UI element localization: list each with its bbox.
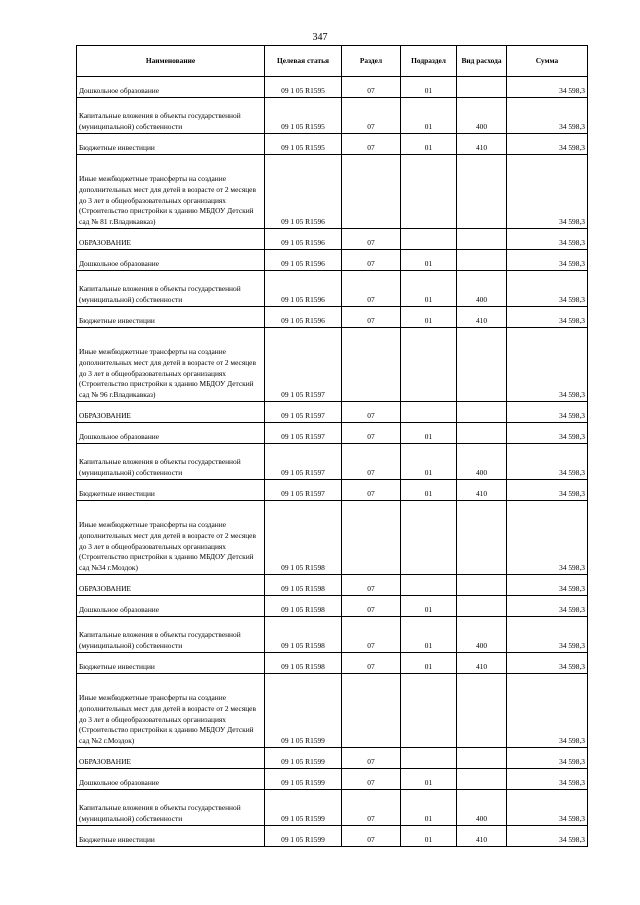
cell-expense-type xyxy=(457,402,507,423)
cell-code: 09 1 05 R1596 xyxy=(265,307,342,328)
cell-amount: 34 598,3 xyxy=(507,748,588,769)
cell-subsection xyxy=(401,575,457,596)
cell-section: 07 xyxy=(342,790,401,826)
cell-name: Дошкольное образование xyxy=(77,423,265,444)
cell-subsection: 01 xyxy=(401,769,457,790)
cell-amount: 34 598,3 xyxy=(507,423,588,444)
cell-section: 07 xyxy=(342,134,401,155)
table-header-row xyxy=(77,46,588,77)
cell-amount: 34 598,3 xyxy=(507,501,588,575)
cell-code: 09 1 05 R1598 xyxy=(265,575,342,596)
cell-expense-type: 410 xyxy=(457,480,507,501)
cell-code: 09 1 05 R1597 xyxy=(265,480,342,501)
cell-subsection: 01 xyxy=(401,653,457,674)
cell-code: 09 1 05 R1597 xyxy=(265,444,342,480)
cell-name: Бюджетные инвестиции xyxy=(77,653,265,674)
cell-code: 09 1 05 R1599 xyxy=(265,748,342,769)
cell-subsection: 01 xyxy=(401,134,457,155)
cell-subsection: 01 xyxy=(401,307,457,328)
cell-subsection: 01 xyxy=(401,77,457,98)
table-row xyxy=(77,250,588,271)
cell-subsection xyxy=(401,501,457,575)
cell-amount: 34 598,3 xyxy=(507,98,588,134)
cell-subsection: 01 xyxy=(401,271,457,307)
cell-expense-type xyxy=(457,250,507,271)
cell-subsection: 01 xyxy=(401,444,457,480)
budget-table xyxy=(76,45,588,847)
cell-subsection: 01 xyxy=(401,250,457,271)
cell-expense-type: 400 xyxy=(457,98,507,134)
table-row xyxy=(77,307,588,328)
cell-subsection xyxy=(401,748,457,769)
cell-name: Иные межбюджетные трансферты на создание дополнительных мест для детей в возрасте от 2 месяцев до 3 лет в общеобразовательных организациях (Строительство пристройки к зданию МБДОУ Детский сад №34 г.Моздок) xyxy=(77,501,265,575)
cell-subsection xyxy=(401,229,457,250)
cell-name: Капитальные вложения в объекты государственной (муниципальной) собственности xyxy=(77,98,265,134)
cell-subsection: 01 xyxy=(401,480,457,501)
cell-name: Иные межбюджетные трансферты на создание дополнительных мест для детей в возрасте от 2 месяцев до 3 лет в общеобразовательных организациях (Строительство пристройки к зданию МБДОУ Детский сад № 81 г.Владикавказ) xyxy=(77,155,265,229)
cell-expense-type xyxy=(457,155,507,229)
cell-code: 09 1 05 R1595 xyxy=(265,134,342,155)
table-row xyxy=(77,271,588,307)
cell-name: Капитальные вложения в объекты государственной (муниципальной) собственности xyxy=(77,790,265,826)
cell-section: 07 xyxy=(342,575,401,596)
table-body xyxy=(77,77,588,847)
cell-code: 09 1 05 R1598 xyxy=(265,653,342,674)
cell-expense-type xyxy=(457,575,507,596)
table-row xyxy=(77,575,588,596)
cell-code: 09 1 05 R1599 xyxy=(265,826,342,847)
table-row xyxy=(77,444,588,480)
cell-expense-type xyxy=(457,328,507,402)
cell-subsection: 01 xyxy=(401,423,457,444)
cell-expense-type xyxy=(457,77,507,98)
table-row xyxy=(77,653,588,674)
cell-name: Капитальные вложения в объекты государственной (муниципальной) собственности xyxy=(77,271,265,307)
cell-code: 09 1 05 R1597 xyxy=(265,328,342,402)
cell-name: Капитальные вложения в объекты государственной (муниципальной) собственности xyxy=(77,444,265,480)
cell-section: 07 xyxy=(342,617,401,653)
cell-code: 09 1 05 R1599 xyxy=(265,674,342,748)
table-row xyxy=(77,748,588,769)
cell-amount: 34 598,3 xyxy=(507,617,588,653)
cell-name: ОБРАЗОВАНИЕ xyxy=(77,575,265,596)
cell-subsection: 01 xyxy=(401,617,457,653)
cell-amount: 34 598,3 xyxy=(507,155,588,229)
cell-amount: 34 598,3 xyxy=(507,769,588,790)
cell-subsection: 01 xyxy=(401,826,457,847)
cell-section xyxy=(342,155,401,229)
cell-code: 09 1 05 R1598 xyxy=(265,596,342,617)
cell-section: 07 xyxy=(342,480,401,501)
cell-amount: 34 598,3 xyxy=(507,653,588,674)
cell-name: Дошкольное образование xyxy=(77,250,265,271)
table-row xyxy=(77,769,588,790)
cell-amount: 34 598,3 xyxy=(507,328,588,402)
cell-amount: 34 598,3 xyxy=(507,77,588,98)
cell-expense-type: 400 xyxy=(457,444,507,480)
cell-section: 07 xyxy=(342,250,401,271)
table-row xyxy=(77,328,588,402)
cell-amount: 34 598,3 xyxy=(507,790,588,826)
cell-expense-type: 410 xyxy=(457,307,507,328)
cell-name: Капитальные вложения в объекты государственной (муниципальной) собственности xyxy=(77,617,265,653)
cell-section: 07 xyxy=(342,307,401,328)
table-row xyxy=(77,826,588,847)
cell-section: 07 xyxy=(342,444,401,480)
cell-subsection xyxy=(401,328,457,402)
cell-amount: 34 598,3 xyxy=(507,134,588,155)
cell-expense-type xyxy=(457,423,507,444)
cell-amount: 34 598,3 xyxy=(507,575,588,596)
table-row xyxy=(77,596,588,617)
table-row xyxy=(77,617,588,653)
cell-section: 07 xyxy=(342,826,401,847)
cell-expense-type: 400 xyxy=(457,617,507,653)
cell-expense-type: 410 xyxy=(457,134,507,155)
cell-expense-type xyxy=(457,674,507,748)
cell-expense-type xyxy=(457,769,507,790)
table-row xyxy=(77,674,588,748)
cell-amount: 34 598,3 xyxy=(507,674,588,748)
cell-expense-type: 410 xyxy=(457,653,507,674)
cell-code: 09 1 05 R1596 xyxy=(265,155,342,229)
cell-expense-type xyxy=(457,596,507,617)
table-row xyxy=(77,155,588,229)
table-row xyxy=(77,134,588,155)
cell-subsection: 01 xyxy=(401,596,457,617)
cell-code: 09 1 05 R1597 xyxy=(265,402,342,423)
cell-expense-type xyxy=(457,748,507,769)
cell-code: 09 1 05 R1598 xyxy=(265,617,342,653)
cell-code: 09 1 05 R1598 xyxy=(265,501,342,575)
cell-subsection xyxy=(401,155,457,229)
cell-section: 07 xyxy=(342,653,401,674)
cell-name: Бюджетные инвестиции xyxy=(77,134,265,155)
table-row xyxy=(77,402,588,423)
cell-section: 07 xyxy=(342,769,401,790)
cell-section: 07 xyxy=(342,229,401,250)
table-row xyxy=(77,790,588,826)
cell-amount: 34 598,3 xyxy=(507,480,588,501)
cell-subsection: 01 xyxy=(401,98,457,134)
cell-code: 09 1 05 R1599 xyxy=(265,790,342,826)
header-code: Целевая статья xyxy=(265,46,342,77)
cell-code: 09 1 05 R1596 xyxy=(265,271,342,307)
header-expense-type: Вид расхода xyxy=(457,46,507,77)
header-section: Раздел xyxy=(342,46,401,77)
cell-name: Иные межбюджетные трансферты на создание дополнительных мест для детей в возрасте от 2 месяцев до 3 лет в общеобразовательных организациях (Строительство пристройки к зданию МБДОУ Детский сад № 96 г.Владикавказ) xyxy=(77,328,265,402)
cell-section xyxy=(342,328,401,402)
cell-section xyxy=(342,674,401,748)
cell-code: 09 1 05 R1595 xyxy=(265,77,342,98)
cell-amount: 34 598,3 xyxy=(507,444,588,480)
cell-amount: 34 598,3 xyxy=(507,271,588,307)
header-name: Наименование xyxy=(77,46,265,77)
cell-code: 09 1 05 R1596 xyxy=(265,250,342,271)
cell-section: 07 xyxy=(342,596,401,617)
cell-amount: 34 598,3 xyxy=(507,250,588,271)
cell-section: 07 xyxy=(342,271,401,307)
cell-name: Бюджетные инвестиции xyxy=(77,480,265,501)
cell-amount: 34 598,3 xyxy=(507,229,588,250)
cell-section: 07 xyxy=(342,77,401,98)
cell-name: Бюджетные инвестиции xyxy=(77,307,265,328)
cell-amount: 34 598,3 xyxy=(507,402,588,423)
cell-name: ОБРАЗОВАНИЕ xyxy=(77,229,265,250)
table-row xyxy=(77,480,588,501)
cell-section: 07 xyxy=(342,402,401,423)
cell-name: Дошкольное образование xyxy=(77,77,265,98)
header-subsection: Подраздел xyxy=(401,46,457,77)
cell-section: 07 xyxy=(342,423,401,444)
cell-name: Дошкольное образование xyxy=(77,596,265,617)
cell-expense-type: 410 xyxy=(457,826,507,847)
cell-expense-type: 400 xyxy=(457,790,507,826)
cell-code: 09 1 05 R1595 xyxy=(265,98,342,134)
table-row xyxy=(77,98,588,134)
cell-subsection: 01 xyxy=(401,790,457,826)
cell-code: 09 1 05 R1597 xyxy=(265,423,342,444)
cell-name: ОБРАЗОВАНИЕ xyxy=(77,748,265,769)
cell-code: 09 1 05 R1599 xyxy=(265,769,342,790)
cell-name: ОБРАЗОВАНИЕ xyxy=(77,402,265,423)
cell-name: Дошкольное образование xyxy=(77,769,265,790)
cell-section: 07 xyxy=(342,98,401,134)
cell-name: Бюджетные инвестиции xyxy=(77,826,265,847)
cell-expense-type xyxy=(457,229,507,250)
table-row xyxy=(77,423,588,444)
header-amount: Сумма xyxy=(507,46,588,77)
table-row xyxy=(77,229,588,250)
cell-section: 07 xyxy=(342,748,401,769)
cell-expense-type xyxy=(457,501,507,575)
cell-amount: 34 598,3 xyxy=(507,307,588,328)
cell-subsection xyxy=(401,402,457,423)
cell-subsection xyxy=(401,674,457,748)
cell-amount: 34 598,3 xyxy=(507,596,588,617)
cell-section xyxy=(342,501,401,575)
page-number: 347 xyxy=(312,32,328,43)
table-row xyxy=(77,501,588,575)
cell-name: Иные межбюджетные трансферты на создание дополнительных мест для детей в возрасте от 2 месяцев до 3 лет в общеобразовательных организациях (Строительство пристройки к зданию МБДОУ Детский сад №2 г.Моздок) xyxy=(77,674,265,748)
cell-code: 09 1 05 R1596 xyxy=(265,229,342,250)
cell-expense-type: 400 xyxy=(457,271,507,307)
cell-amount: 34 598,3 xyxy=(507,826,588,847)
table-row xyxy=(77,77,588,98)
